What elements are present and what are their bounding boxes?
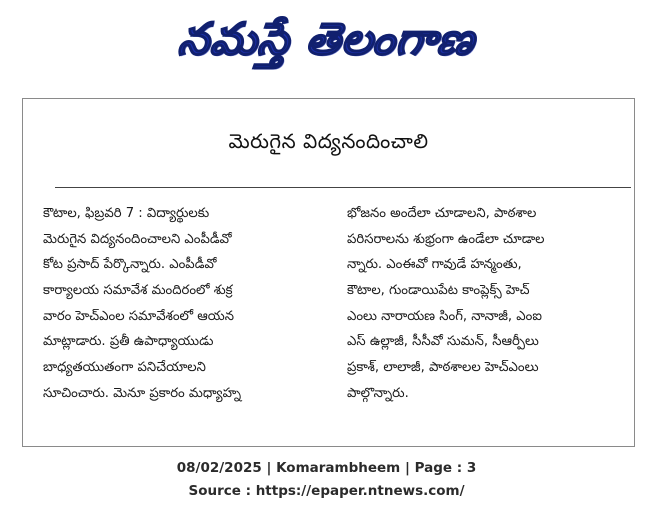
- article-text-line: మాట్లాడారు. ప్రతీ ఉపాధ్యాయుడు: [43, 334, 214, 350]
- headline-divider: [55, 187, 631, 188]
- article-text-line: న్నారు. ఎంఈవో గావుడే హన్మంతు,: [347, 257, 522, 273]
- newspaper-masthead: [0, 0, 653, 90]
- article-clipping: [22, 98, 635, 447]
- article-text-line: బాధ్యతయుతంగా పనిచేయాలని: [43, 360, 206, 376]
- article-text-line: కౌటాల, గుండాయిపేట కాంప్లెక్స్ హెచ్: [347, 283, 530, 299]
- masthead-logo-text: నమస్తే తెలంగాణ: [176, 14, 478, 65]
- article-text-line: వారం హెచ్ఎంల సమావేశంలో ఆయన: [43, 308, 235, 324]
- article-text-line: పాల్గొన్నారు.: [347, 385, 409, 401]
- article-text-line: ఎస్ ఉల్లాజీ, సీసీవో సుమన్, సీఆర్పీలు: [347, 334, 539, 350]
- article-text-line: ఎంలు నారాయణ సింగ్, నానాజీ, ఎంఐ: [347, 308, 542, 324]
- edition-info: 08/02/2025 | Komarambheem | Page : 3: [176, 460, 477, 476]
- article-text-line: పరిసరాలను శుభ్రంగా ఉండేలా చూడాల: [347, 231, 545, 247]
- article-text-line: కౌటాల, ఫిబ్రవరి 7 : విద్యార్థులకు: [43, 206, 210, 221]
- article-text-line: మెరుగైన విద్యనందించాలని ఎంపీడీవో: [43, 231, 232, 247]
- article-column-right: [347, 201, 621, 407]
- article-headline: మెరుగైన విద్యనందించాలి: [228, 129, 429, 153]
- article-text-line: సూచించారు. మెనూ ప్రకారం మధ్యాహ్న: [43, 385, 242, 401]
- article-text-line: భోజనం అందేలా చూడాలని, పాఠశాల: [347, 206, 537, 221]
- article-text-line: కార్యాలయ సమావేశ మందిరంలో శుక్ర: [43, 283, 233, 299]
- article-column-left: [43, 201, 333, 407]
- article-text-line: ప్రకాశ్, లాలాజీ, పాఠశాలల హెచ్ఎంలు: [347, 360, 539, 376]
- source-link[interactable]: Source : https://epaper.ntnews.com/: [188, 483, 465, 499]
- article-text-line: కోట ప్రసాద్ పేర్కొన్నారు. ఎంపీడీవో: [43, 257, 217, 273]
